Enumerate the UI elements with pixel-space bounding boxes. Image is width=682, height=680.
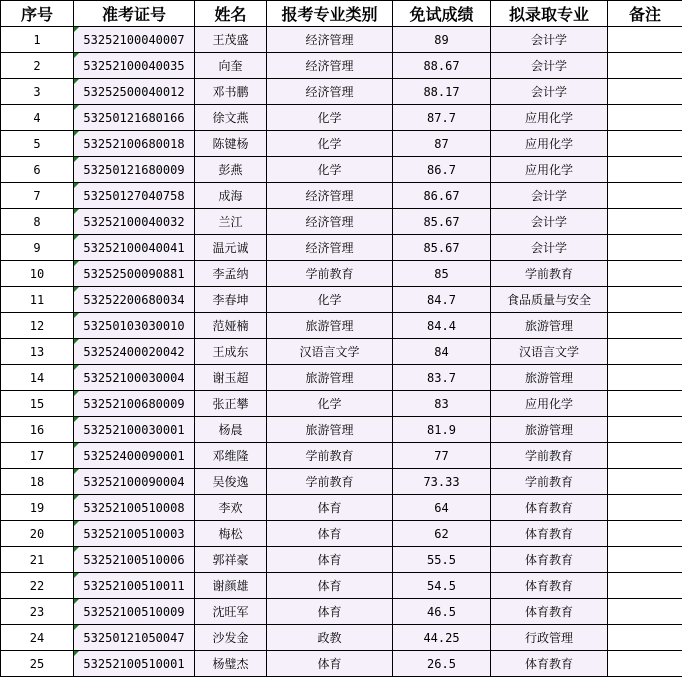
- table-row: [1, 365, 682, 391]
- cell-comment-marker-icon: [74, 573, 79, 578]
- cell-comment-marker-icon: [74, 287, 79, 292]
- cell-note: [608, 495, 682, 521]
- cell-note: [608, 287, 682, 313]
- cell-comment-marker-icon: [74, 313, 79, 318]
- cell-id: [74, 469, 195, 495]
- cell-category: 学前教育: [267, 469, 393, 495]
- cell-no: 8: [1, 209, 74, 235]
- cell-name: 向奎: [195, 53, 267, 79]
- cell-note: [608, 547, 682, 573]
- cell-name: 彭燕: [195, 157, 267, 183]
- cell-id: [74, 209, 195, 235]
- cell-id-text: 53250121680166: [83, 110, 185, 125]
- table-row: [1, 183, 682, 209]
- cell-no: 4: [1, 105, 74, 131]
- cell-comment-marker-icon: [74, 339, 79, 344]
- cell-id: [74, 313, 195, 339]
- cell-id-text: 53250121050047: [83, 630, 185, 645]
- cell-note: [608, 105, 682, 131]
- cell-no: 1: [1, 27, 74, 53]
- cell-note: [608, 313, 682, 339]
- cell-comment-marker-icon: [74, 625, 79, 630]
- cell-category: 经济管理: [267, 79, 393, 105]
- cell-id-text: 53252100040041: [83, 240, 185, 255]
- cell-name: 徐文燕: [195, 105, 267, 131]
- table-row: [1, 573, 682, 599]
- cell-category: 经济管理: [267, 183, 393, 209]
- table-row: [1, 547, 682, 573]
- cell-score: 77: [393, 443, 491, 469]
- cell-id-text: 53250127040758: [83, 188, 185, 203]
- cell-category: 化学: [267, 287, 393, 313]
- cell-category: 学前教育: [267, 443, 393, 469]
- cell-major: 会计学: [491, 209, 608, 235]
- cell-no: 15: [1, 391, 74, 417]
- cell-id: [74, 287, 195, 313]
- cell-name: 谢玉超: [195, 365, 267, 391]
- cell-name: 梅松: [195, 521, 267, 547]
- cell-note: [608, 157, 682, 183]
- cell-major: 旅游管理: [491, 313, 608, 339]
- cell-no: 5: [1, 131, 74, 157]
- cell-major: 汉语言文学: [491, 339, 608, 365]
- cell-note: [608, 521, 682, 547]
- cell-comment-marker-icon: [74, 209, 79, 214]
- cell-id: [74, 391, 195, 417]
- cell-comment-marker-icon: [74, 417, 79, 422]
- cell-major: 体育教育: [491, 521, 608, 547]
- cell-note: [608, 235, 682, 261]
- cell-name: 李春坤: [195, 287, 267, 313]
- cell-id: [74, 599, 195, 625]
- cell-category: 政教: [267, 625, 393, 651]
- cell-score: 86.7: [393, 157, 491, 183]
- cell-score: 87.7: [393, 105, 491, 131]
- cell-name: 沈旺军: [195, 599, 267, 625]
- cell-note: [608, 625, 682, 651]
- cell-no: 20: [1, 521, 74, 547]
- cell-note: [608, 417, 682, 443]
- cell-no: 13: [1, 339, 74, 365]
- cell-id-text: 53252100040007: [83, 32, 185, 47]
- cell-name: 郭祥豪: [195, 547, 267, 573]
- cell-score: 83: [393, 391, 491, 417]
- cell-score: 26.5: [393, 651, 491, 677]
- cell-category: 经济管理: [267, 27, 393, 53]
- cell-id-text: 53252500090881: [83, 266, 185, 281]
- cell-score: 85: [393, 261, 491, 287]
- cell-comment-marker-icon: [74, 651, 79, 656]
- cell-category: 化学: [267, 105, 393, 131]
- cell-id: [74, 521, 195, 547]
- table-row: [1, 495, 682, 521]
- cell-id: [74, 183, 195, 209]
- table-row: [1, 105, 682, 131]
- cell-id: [74, 53, 195, 79]
- table-row: [1, 391, 682, 417]
- table-row: [1, 261, 682, 287]
- cell-id-text: 53252200680034: [83, 292, 185, 307]
- cell-comment-marker-icon: [74, 131, 79, 136]
- cell-note: [608, 261, 682, 287]
- cell-note: [608, 599, 682, 625]
- cell-major: 体育教育: [491, 599, 608, 625]
- cell-id: [74, 261, 195, 287]
- cell-note: [608, 339, 682, 365]
- cell-category: 旅游管理: [267, 417, 393, 443]
- table-body: [1, 27, 682, 677]
- cell-category: 旅游管理: [267, 313, 393, 339]
- cell-note: [608, 391, 682, 417]
- cell-comment-marker-icon: [74, 261, 79, 266]
- cell-name: 邓维隆: [195, 443, 267, 469]
- cell-major: 体育教育: [491, 651, 608, 677]
- cell-comment-marker-icon: [74, 235, 79, 240]
- table-row: [1, 53, 682, 79]
- table-row: [1, 131, 682, 157]
- cell-note: [608, 443, 682, 469]
- cell-id: [74, 339, 195, 365]
- table-row: [1, 235, 682, 261]
- cell-score: 88.17: [393, 79, 491, 105]
- cell-id: [74, 417, 195, 443]
- header-note: 备注: [608, 1, 682, 27]
- cell-note: [608, 27, 682, 53]
- cell-note: [608, 183, 682, 209]
- cell-id-text: 53252100040035: [83, 58, 185, 73]
- cell-no: 19: [1, 495, 74, 521]
- cell-id-text: 53252100510006: [83, 552, 185, 567]
- cell-comment-marker-icon: [74, 79, 79, 84]
- cell-name: 吴俊逸: [195, 469, 267, 495]
- table-row: [1, 209, 682, 235]
- cell-note: [608, 53, 682, 79]
- cell-name: 杨璧杰: [195, 651, 267, 677]
- cell-id-text: 53252400090001: [83, 448, 185, 463]
- cell-id: [74, 547, 195, 573]
- table-row: [1, 339, 682, 365]
- cell-name: 谢颜雄: [195, 573, 267, 599]
- table-row: [1, 651, 682, 677]
- cell-no: 16: [1, 417, 74, 443]
- cell-score: 73.33: [393, 469, 491, 495]
- cell-major: 会计学: [491, 79, 608, 105]
- cell-score: 89: [393, 27, 491, 53]
- cell-score: 55.5: [393, 547, 491, 573]
- cell-comment-marker-icon: [74, 183, 79, 188]
- cell-id-text: 53250103030010: [83, 318, 185, 333]
- cell-no: 10: [1, 261, 74, 287]
- cell-major: 应用化学: [491, 391, 608, 417]
- cell-id: [74, 495, 195, 521]
- cell-id: [74, 79, 195, 105]
- cell-id-text: 53252100510008: [83, 500, 185, 515]
- cell-no: 9: [1, 235, 74, 261]
- cell-category: 汉语言文学: [267, 339, 393, 365]
- cell-major: 会计学: [491, 183, 608, 209]
- cell-comment-marker-icon: [74, 521, 79, 526]
- cell-id-text: 53252100090004: [83, 474, 185, 489]
- cell-no: 23: [1, 599, 74, 625]
- cell-id-text: 53252100030001: [83, 422, 185, 437]
- table-row: [1, 521, 682, 547]
- cell-name: 李欢: [195, 495, 267, 521]
- cell-category: 学前教育: [267, 261, 393, 287]
- cell-category: 经济管理: [267, 235, 393, 261]
- cell-note: [608, 365, 682, 391]
- cell-comment-marker-icon: [74, 365, 79, 370]
- table-row: [1, 443, 682, 469]
- cell-note: [608, 651, 682, 677]
- cell-major: 体育教育: [491, 495, 608, 521]
- cell-major: 会计学: [491, 235, 608, 261]
- cell-major: 食品质量与安全: [491, 287, 608, 313]
- cell-note: [608, 79, 682, 105]
- cell-id-text: 53252100680009: [83, 396, 185, 411]
- cell-category: 体育: [267, 521, 393, 547]
- cell-name: 张正攀: [195, 391, 267, 417]
- cell-major: 学前教育: [491, 261, 608, 287]
- cell-comment-marker-icon: [74, 599, 79, 604]
- cell-id-text: 53252100510003: [83, 526, 185, 541]
- header-no: 序号: [1, 1, 74, 27]
- cell-comment-marker-icon: [74, 547, 79, 552]
- cell-category: 体育: [267, 495, 393, 521]
- cell-score: 44.25: [393, 625, 491, 651]
- cell-no: 2: [1, 53, 74, 79]
- cell-major: 学前教育: [491, 469, 608, 495]
- cell-no: 21: [1, 547, 74, 573]
- cell-score: 87: [393, 131, 491, 157]
- cell-score: 84.4: [393, 313, 491, 339]
- cell-major: 旅游管理: [491, 417, 608, 443]
- cell-score: 62: [393, 521, 491, 547]
- cell-comment-marker-icon: [74, 495, 79, 500]
- cell-no: 22: [1, 573, 74, 599]
- cell-id: [74, 131, 195, 157]
- cell-no: 25: [1, 651, 74, 677]
- header-major: 拟录取专业: [491, 1, 608, 27]
- cell-no: 17: [1, 443, 74, 469]
- cell-category: 体育: [267, 573, 393, 599]
- cell-score: 64: [393, 495, 491, 521]
- cell-category: 体育: [267, 547, 393, 573]
- cell-name: 沙发金: [195, 625, 267, 651]
- cell-score: 88.67: [393, 53, 491, 79]
- table-row: [1, 287, 682, 313]
- cell-id-text: 53252100510011: [83, 578, 185, 593]
- cell-name: 杨晨: [195, 417, 267, 443]
- table-row: [1, 27, 682, 53]
- header-score: 免试成绩: [393, 1, 491, 27]
- cell-name: 邓书鹏: [195, 79, 267, 105]
- cell-id: [74, 105, 195, 131]
- cell-comment-marker-icon: [74, 27, 79, 32]
- table-row: [1, 313, 682, 339]
- cell-id-text: 53252100040032: [83, 214, 185, 229]
- cell-category: 经济管理: [267, 53, 393, 79]
- cell-id-text: 53252500040012: [83, 84, 185, 99]
- cell-name: 范娅楠: [195, 313, 267, 339]
- cell-id-text: 53252100510009: [83, 604, 185, 619]
- cell-name: 兰江: [195, 209, 267, 235]
- cell-comment-marker-icon: [74, 105, 79, 110]
- cell-comment-marker-icon: [74, 53, 79, 58]
- cell-major: 体育教育: [491, 547, 608, 573]
- cell-name: 王茂盛: [195, 27, 267, 53]
- cell-major: 会计学: [491, 53, 608, 79]
- cell-no: 14: [1, 365, 74, 391]
- table-row: [1, 599, 682, 625]
- cell-id-text: 53252100680018: [83, 136, 185, 151]
- cell-id-text: 53250121680009: [83, 162, 185, 177]
- cell-comment-marker-icon: [74, 469, 79, 474]
- table-row: [1, 417, 682, 443]
- cell-id: [74, 235, 195, 261]
- cell-major: 会计学: [491, 27, 608, 53]
- cell-category: 体育: [267, 651, 393, 677]
- header-id: 准考证号: [74, 1, 195, 27]
- cell-major: 行政管理: [491, 625, 608, 651]
- cell-major: 体育教育: [491, 573, 608, 599]
- cell-score: 81.9: [393, 417, 491, 443]
- cell-name: 陈键杨: [195, 131, 267, 157]
- cell-id-text: 53252100030004: [83, 370, 185, 385]
- cell-id: [74, 651, 195, 677]
- header-row: [1, 1, 682, 27]
- table-row: [1, 625, 682, 651]
- cell-id: [74, 27, 195, 53]
- cell-id-text: 53252100510001: [83, 656, 185, 671]
- cell-no: 24: [1, 625, 74, 651]
- cell-score: 84: [393, 339, 491, 365]
- cell-id: [74, 573, 195, 599]
- cell-no: 6: [1, 157, 74, 183]
- cell-no: 18: [1, 469, 74, 495]
- cell-note: [608, 209, 682, 235]
- cell-id: [74, 443, 195, 469]
- cell-id: [74, 625, 195, 651]
- cell-major: 应用化学: [491, 157, 608, 183]
- cell-comment-marker-icon: [74, 391, 79, 396]
- cell-score: 85.67: [393, 209, 491, 235]
- cell-name: 成海: [195, 183, 267, 209]
- cell-major: 应用化学: [491, 105, 608, 131]
- header-name: 姓名: [195, 1, 267, 27]
- cell-comment-marker-icon: [74, 443, 79, 448]
- cell-major: 应用化学: [491, 131, 608, 157]
- cell-comment-marker-icon: [74, 157, 79, 162]
- table-row: [1, 469, 682, 495]
- cell-score: 86.67: [393, 183, 491, 209]
- cell-id: [74, 157, 195, 183]
- cell-id: [74, 365, 195, 391]
- cell-score: 83.7: [393, 365, 491, 391]
- cell-category: 经济管理: [267, 209, 393, 235]
- cell-id-text: 53252400020042: [83, 344, 185, 359]
- cell-name: 王成东: [195, 339, 267, 365]
- cell-name: 李孟纳: [195, 261, 267, 287]
- table-row: [1, 79, 682, 105]
- cell-no: 11: [1, 287, 74, 313]
- cell-category: 化学: [267, 157, 393, 183]
- cell-name: 温元诚: [195, 235, 267, 261]
- cell-category: 体育: [267, 599, 393, 625]
- cell-score: 46.5: [393, 599, 491, 625]
- cell-note: [608, 131, 682, 157]
- header-category: 报考专业类别: [267, 1, 393, 27]
- cell-major: 旅游管理: [491, 365, 608, 391]
- table-row: [1, 157, 682, 183]
- cell-major: 学前教育: [491, 443, 608, 469]
- cell-category: 旅游管理: [267, 365, 393, 391]
- cell-no: 7: [1, 183, 74, 209]
- cell-score: 84.7: [393, 287, 491, 313]
- cell-category: 化学: [267, 131, 393, 157]
- cell-category: 化学: [267, 391, 393, 417]
- cell-no: 3: [1, 79, 74, 105]
- cell-score: 54.5: [393, 573, 491, 599]
- cell-note: [608, 573, 682, 599]
- cell-note: [608, 469, 682, 495]
- cell-score: 85.67: [393, 235, 491, 261]
- cell-no: 12: [1, 313, 74, 339]
